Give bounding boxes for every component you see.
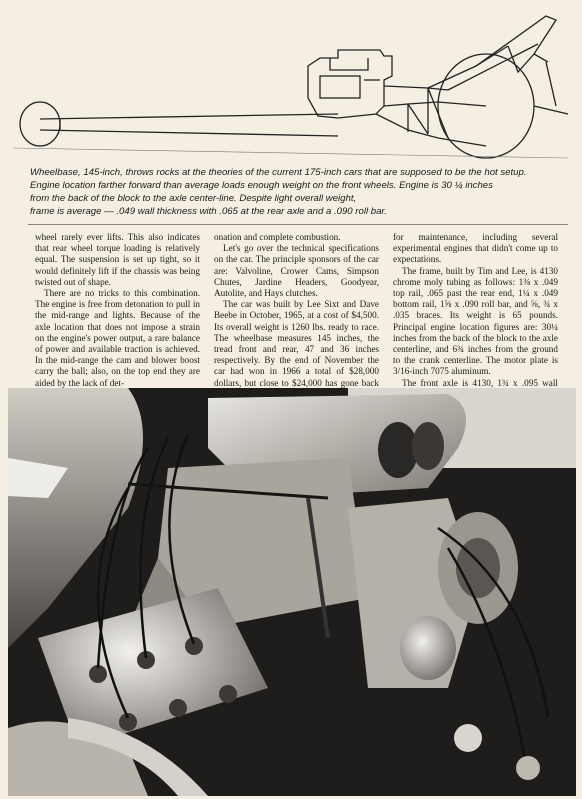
caption-line: Wheelbase, 145-inch, throws rocks at the theories of the current 175-inch cars that are supposed to be the hot setup. [30,167,527,178]
text-column-1 [35,232,200,388]
chassis-diagram [8,6,578,164]
caption-line: Engine location farther forward than average loads enough weight on the front wheels. Engine is 30 ¼ inches [30,180,493,191]
paragraph: onation and complete combustion. [214,232,341,242]
caption-divider [28,224,568,225]
article-body [35,232,558,388]
caption-line: frame is average — .049 wall thickness with .065 at the rear axle and a .090 roll bar. [30,206,387,217]
paragraph: The front axle is 4130, 1¾ x .095 wall [402,377,558,388]
caption-line: from the back of the block to the axle center-line. Despite light overall weight, [30,193,357,204]
figure-caption [30,166,568,218]
roll-bar [428,16,556,88]
front-wheel [20,102,60,146]
text-column-2 [214,232,379,388]
paragraph: The car was built by Lee Sixt and Dave Beebe in October, 1965, at a cost of $4,500. Its overall weight is 1260 lbs. ready to race. The wheelbase measures 145 inches, the tread front and rear, 47 and 36 inches respectively. By the end of November the car had won in 1966 a total of $28,000 dollars, but close to $24,000 has gone back [214,299,379,388]
engine-photo [8,388,576,796]
paragraph: There are no tricks to this combination. The engine is free from detonation to pull in the mid-range and lights. Because of the axle location that does not impose a strain on the engine's power output, a rare balance of power and available traction is achieved. In the mid-range the cam and blower boost carry the ball; also, on the top end they are aided by the lack of det- [35,288,200,388]
paragraph: for maintenance, including several experimental engines that didn't come up to expectations. [393,232,558,265]
text-column-3 [393,232,558,388]
paragraph: The frame, built by Tim and Lee, is 4130 chrome moly tubing as follows: 1⅜ x .049 top rail, .065 past the rear end, 1¼ x .049 bottom rail, 1⅝ x .090 roll bar, and ⅝, ¾ x .035 braces. Its weight is 65 pounds. Principal engine location figures are: 30¼ inches from the back of the block to the axle centerline, and 6¾ inches from the ground to the crank centerline. The motor plate is 3/16-inch 7075 aluminum. [393,265,558,377]
paragraph: Let's go over the technical specifications on the car. The principle sponsors of the car are: Valvoline, Crower Cams, Simpson Chutes, Jardine Headers, Goodyear, Autolite, and Hays clutches. [214,243,379,299]
paragraph: wheel rarely ever lifts. This also indicates that rear wheel torque loading is relatively equal. The suspension is set up tight, so it would definitely lift if the chassis was being twisted out of shape. [35,232,200,287]
